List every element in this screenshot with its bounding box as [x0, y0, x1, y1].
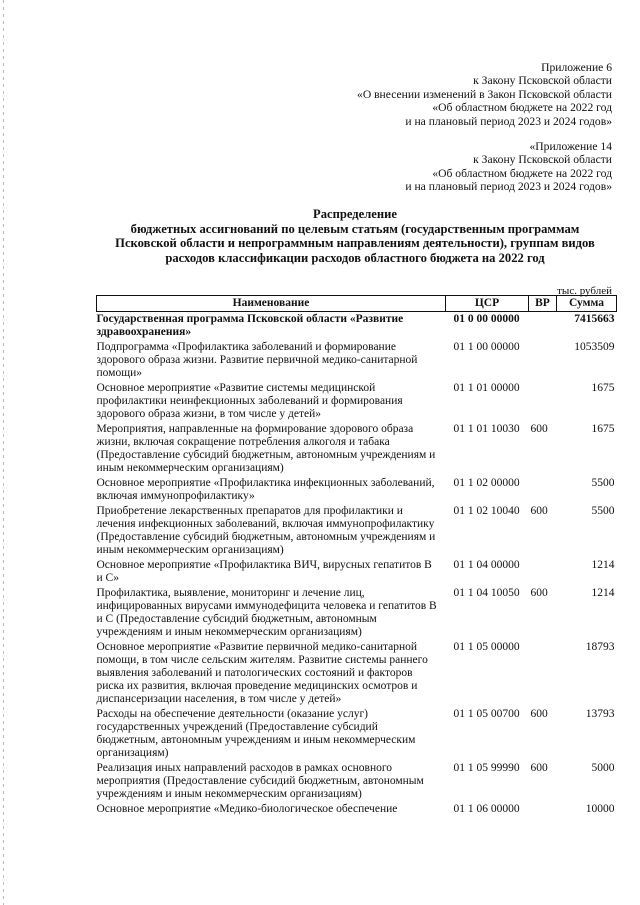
table-header-row	[97, 296, 617, 312]
row-sum: 7415663	[574, 313, 615, 325]
row-csr: 01 1 00 00000	[453, 341, 520, 353]
table-row	[97, 505, 617, 559]
row-vr: 600	[530, 708, 548, 720]
row-name: Государственная программа Псковской области «Развитие здравоохранения»	[96, 313, 404, 338]
row-sum: 1053509	[574, 341, 615, 353]
title-line: бюджетных ассигнований по целевым статьям (государственным программам	[130, 221, 580, 236]
header-sum: Сумма	[557, 296, 617, 312]
row-csr: 01 1 06 00000	[453, 803, 520, 815]
row-sum: 5500	[591, 477, 615, 489]
row-sum: 1214	[591, 587, 615, 599]
row-csr: 01 1 04 10050	[453, 587, 520, 599]
row-name: Основное мероприятие «Медико-биологическое обеспечение	[96, 803, 398, 815]
row-vr	[529, 559, 557, 587]
annex-6-line: «Об областном бюджете на 2022 год	[432, 101, 612, 115]
row-vr: 600	[530, 505, 548, 517]
row-name: Приобретение лекарственных препаратов для профилактики и лечения инфекционных заболеваний, включая иммунопрофилактику (Предоставление субсидий бюджетным, автономным учреждениям и иным некоммерческим организациям)	[96, 505, 436, 556]
row-vr	[529, 641, 557, 708]
row-csr: 01 1 02 10040	[453, 505, 520, 517]
table-row	[97, 559, 617, 587]
annex-14-line: «Об областном бюджете на 2022 год	[432, 166, 612, 180]
table-row	[97, 312, 617, 342]
table-row	[97, 803, 617, 818]
title-line: расходов классификации расходов областного бюджета на 2022 год	[165, 250, 545, 265]
header-csr: ЦСР	[446, 296, 529, 312]
units-label: тыс. рублей	[557, 285, 612, 297]
row-csr: 01 1 05 00000	[453, 641, 520, 653]
table-row	[97, 423, 617, 477]
row-csr: 01 1 01 00000	[453, 382, 520, 394]
row-vr: 600	[530, 587, 548, 599]
header-name: Наименование	[97, 296, 446, 312]
scan-edge-mark	[3, 0, 4, 905]
title-line: Распределение	[313, 207, 397, 221]
row-name: Основное мероприятие «Профилактика инфекционных заболеваний, включая иммунопрофилактику»	[96, 477, 435, 502]
row-sum: 1675	[591, 382, 615, 394]
annex-14-header	[405, 140, 612, 194]
table-row	[97, 762, 617, 803]
table-row	[97, 341, 617, 382]
row-sum: 10000	[585, 803, 615, 815]
row-sum: 1214	[591, 559, 615, 571]
row-name: Основное мероприятие «Профилактика ВИЧ, вирусных гепатитов В и С»	[96, 559, 432, 584]
table-row	[97, 641, 617, 708]
row-sum: 5000	[591, 762, 615, 774]
row-vr	[529, 341, 557, 382]
row-vr	[529, 312, 557, 342]
annex-14-line: «Приложение 14	[529, 140, 612, 153]
row-sum: 18793	[585, 641, 615, 653]
table-row	[97, 708, 617, 762]
row-name: Реализация иных направлений расходов в рамках основного мероприятия (Предоставление субсидий бюджетным, автономным учреждениям и иным некоммерческим организациям)	[96, 762, 424, 800]
row-vr: 600	[530, 423, 548, 435]
row-vr	[529, 477, 557, 505]
annex-14-line: и на плановый период 2023 и 2024 годов»	[405, 180, 612, 194]
annex-6-header	[357, 61, 612, 128]
row-sum: 1675	[591, 423, 615, 435]
row-vr	[529, 803, 557, 818]
row-name: Мероприятия, направленные на формирование здорового образа жизни, включая сокращение потребления алкоголя и табака (Предоставление субсидий бюджетным, автономным учреждениям и иным некоммерческим организациям)	[96, 423, 436, 474]
table-row	[97, 587, 617, 641]
row-name: Профилактика, выявление, мониторинг и лечение лиц, инфицированных вирусами иммунодефицита человека и гепатитов В и С (Предоставление субсидий бюджетным, автономным учреждениям и иным некоммерческим организациям)	[96, 587, 437, 638]
table-row	[97, 382, 617, 423]
row-vr	[529, 382, 557, 423]
annex-6-line: Приложение 6	[541, 61, 612, 74]
row-csr: 01 1 01 10030	[453, 423, 520, 435]
title-line: Псковской области и непрограммным направлениям деятельности), группам видов	[115, 236, 595, 251]
row-csr: 01 1 02 00000	[453, 477, 520, 489]
row-vr: 600	[530, 762, 548, 774]
annex-6-line: «О внесении изменений в Закон Псковской области	[357, 87, 612, 101]
annex-14-line: к Закону Псковской области	[473, 153, 612, 167]
row-csr: 01 1 04 00000	[453, 559, 520, 571]
row-csr: 01 0 00 00000	[453, 313, 520, 325]
row-csr: 01 1 05 99990	[453, 762, 520, 774]
row-csr: 01 1 05 00700	[453, 708, 520, 720]
annex-6-line: к Закону Псковской области	[473, 74, 612, 88]
header-vr: ВР	[529, 296, 557, 312]
budget-table	[96, 295, 617, 818]
annex-6-line: и на плановый период 2023 и 2024 годов»	[405, 114, 612, 128]
row-name: Основное мероприятие «Развитие первичной медико-санитарной помощи, в том числе сельским жителям. Развитие системы раннего выявления заболеваний и патологических состояний и факторов риска их развития, включая проведение медицинских осмотров и диспансеризации населения, в том числе у детей»	[96, 641, 428, 705]
document-title	[90, 207, 620, 265]
row-name: Основное мероприятие «Развитие системы медицинской профилактики неинфекционных заболеваний и формирования здорового образа жизни, в том числе у детей»	[96, 382, 403, 420]
table-row	[97, 477, 617, 505]
row-name: Подпрограмма «Профилактика заболеваний и формирование здорового образа жизни. Развитие первичной медико-санитарной помощи»	[96, 341, 418, 379]
row-sum: 13793	[585, 708, 615, 720]
row-name: Расходы на обеспечение деятельности (оказание услуг) государственных учреждений (Предоставление субсидий бюджетным, автономным учреждениям и иным некоммерческим организациям)	[96, 708, 416, 759]
row-sum: 5500	[591, 505, 615, 517]
